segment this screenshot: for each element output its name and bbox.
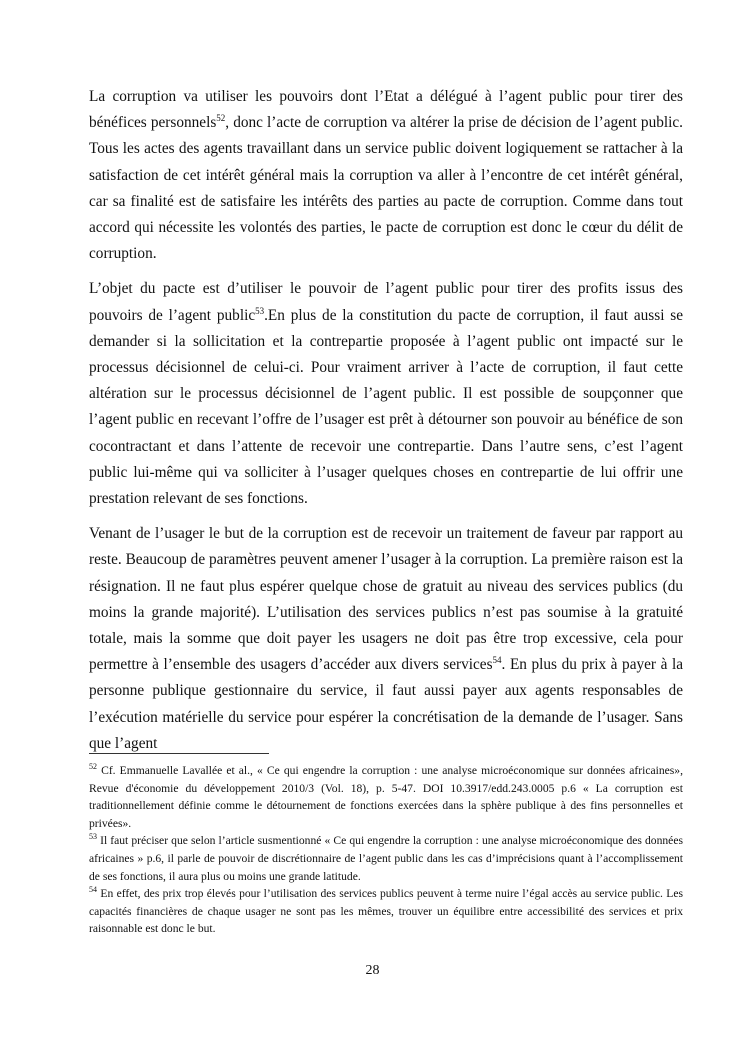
footnote-reference: 53 xyxy=(255,305,265,316)
paragraph: L’objet du pacte est d’utiliser le pouvoir de l’agent public pour tirer des profits issus des pouvoirs de l’agent public$^{53}$.En plus de la constitution du pacte de corruption, il faut aussi se demander si la sollicitation et la contrepartie proposée à l’agent public ont impacté sur le processus décisionnel de celui-ci. Pour vraiment arriver à l’acte de corruption, il faut cette altération sur le processus décisionnel de l’agent public. Il est possible de soupçonner que l’agent public en recevant l’offre de l’usager est prêt à détourner son pouvoir au bénéfice de son cocontractant et dans l’attente de recevoir une contrepartie. Dans l’autre sens, c’est l’agent public lui-même qui va solliciter à l’usager quelques choses en contrepartie de lui offrir une prestation relevant de ses fonctions. xyxy=(89,280,683,508)
footnote: $^{52}$ Cf. Emmanuelle Lavallée et al., « Ce qui engendre la corruption : une analyse microéconomique sur données africaines», Revue d'économie du développement 2010/3 (Vol. 18), p. 5-47. DOI 10.3917/edd.243.0005 p.6 « La corruption est traditionnellement définie comme le détournement de fonctions exercées dans la sphère publique à des fins personnelles et privées». xyxy=(89,762,683,830)
footnote: $^{53}$ Il faut préciser que selon l’article susmentionné « Ce qui engendre la corruption : une analyse microéconomique des données africaines » p.6, il parle de pouvoir de discrétionnaire de l’agent public dans les cas d’imprécisions quant à l’accomplissement de ses fonctions, il aura plus ou moins une grande latitude. xyxy=(89,832,683,883)
page-number: 28 xyxy=(365,963,380,978)
footnote-number: 54 xyxy=(89,885,97,895)
footnotes xyxy=(89,753,683,938)
paragraph: Venant de l’usager le but de la corruption est de recevoir un traitement de faveur par rapport au reste. Beaucoup de paramètres peuvent amener l’usager à la corruption. La première raison est la résignation. Il ne faut plus espérer quelque chose de gratuit au niveau des services publics (du moins la grande majorité). L’utilisation des services publics n’est pas soumise à la gratuité totale, mais la somme que doit payer les usagers ne doit pas être trop excessive, cela pour permettre à l’ensemble des usagers d’accéder aux divers services$^{54}$. En plus du prix à payer à la personne publique gestionnaire du service, il faut aussi payer aux agents responsables de l’exécution matérielle du service pour espérer la concrétisation de la demande de l’usager. Sans que l’agent xyxy=(89,525,683,752)
body-text xyxy=(89,84,683,766)
footnote-divider xyxy=(89,753,269,754)
footnote-number: 53 xyxy=(89,832,97,842)
paragraph: La corruption va utiliser les pouvoirs dont l’Etat a délégué à l’agent public pour tirer des bénéfices personnels$^{52}$, donc l’acte de corruption va altérer la prise de décision de l’agent public. Tous les actes des agents travaillant dans un service public doivent logiquement se rattacher à la satisfaction de cet intérêt général mais la corruption va aller à l’encontre de cet intérêt général, car sa finalité est de satisfaire les intérêts des parties au pacte de corruption. Comme dans tout accord qui nécessite les volontés des parties, le pacte de corruption est donc le cœur du délit de corruption. xyxy=(89,88,683,263)
footnote-reference: 52 xyxy=(216,113,226,124)
footnote: $^{54}$ En effet, des prix trop élevés pour l’utilisation des services publics peuvent à terme nuire l’égal accès au service public. Les capacités financières de chaque usager ne sont pas les mêmes, trouver un équilibre entre accessibilité des services et prix raisonnable est donc le but. xyxy=(89,885,683,936)
footnote-reference: 54 xyxy=(492,655,502,666)
footnote-number: 52 xyxy=(89,762,97,771)
